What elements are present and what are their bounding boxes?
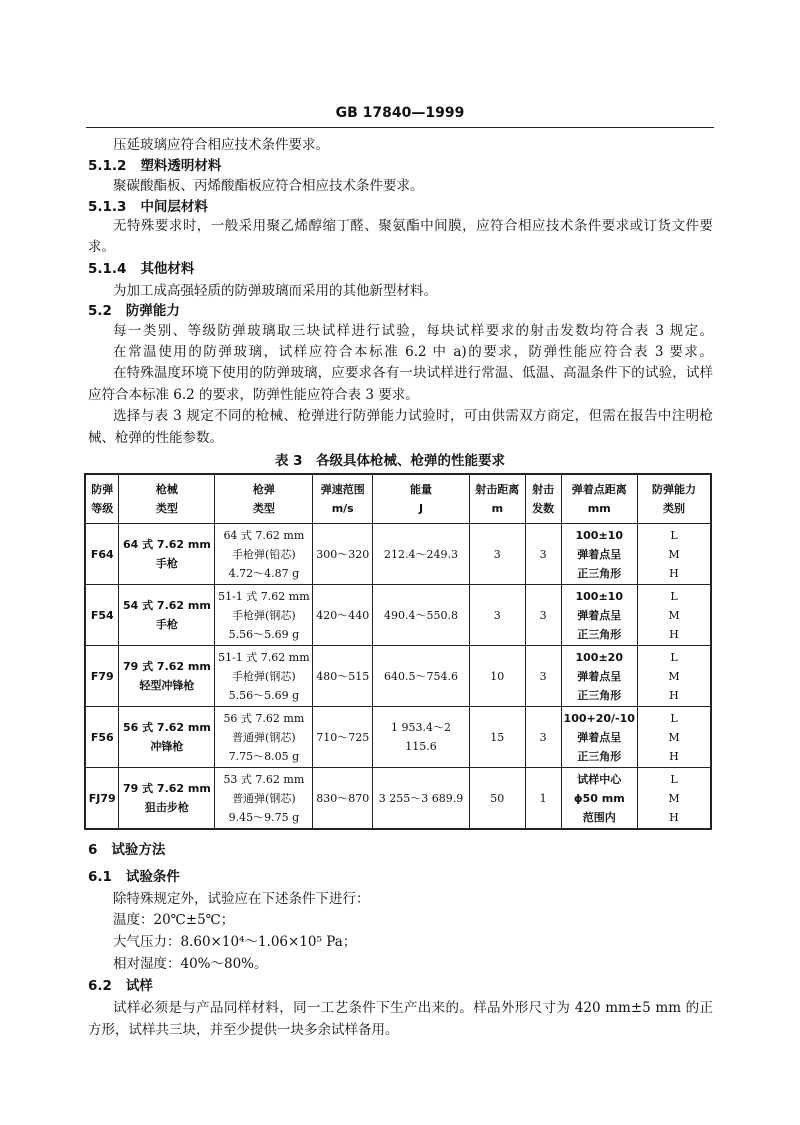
table-row (85, 768, 711, 830)
cell-grade: F64 (85, 524, 119, 585)
performance-table (84, 473, 712, 830)
cell-line: 弹着点呈 (577, 730, 622, 744)
cell-distance: 3 (469, 524, 525, 585)
column-header-line: 弹着点距离 (571, 483, 627, 496)
cell-line: 范围内 (582, 810, 616, 824)
cell-weapon (119, 707, 215, 768)
section-number: 5.1.4 (88, 261, 127, 277)
cell-classes (637, 646, 711, 707)
cell-line: 100±10 (575, 528, 623, 542)
cell-distance: 3 (469, 585, 525, 646)
paragraph-line: 方形，试样共三块，并至少提供一块多余试样备用。 (88, 1022, 399, 1038)
cell-line: 普通弹(钢芯) (232, 791, 296, 805)
table-row (85, 646, 711, 707)
cell-energy: 1 953.4～2 115.6 (373, 707, 470, 768)
cell-line: 弹着点呈 (577, 608, 622, 622)
table-header-row (85, 474, 711, 524)
cell-line: 5.56～5.69 g (228, 627, 300, 641)
cell-classes (637, 768, 711, 830)
cell-grade: FJ79 (85, 768, 119, 830)
table-row (85, 585, 711, 646)
section-title: 塑料透明材料 (140, 158, 222, 174)
paragraph-line: 无特殊要求时，一般采用聚乙烯醇缩丁醛、聚氨酯中间膜，应符合相应技术条件要求或订货文件要 (113, 218, 713, 234)
cell-line: 轻型冲锋枪 (139, 679, 195, 692)
cell-line: H (669, 749, 679, 763)
cell-classes (637, 585, 711, 646)
section-title: 试验方法 (111, 842, 166, 858)
cell-impact (561, 585, 637, 646)
paragraph-line: 在特殊温度环境下使用的防弹玻璃，应要求各有一块试样进行常温、低温、高温条件下的试验，试样 (113, 365, 713, 381)
cell-line: 手枪弹(铅芯) (232, 547, 296, 561)
cell-line: H (669, 688, 679, 702)
column-header-line: m (491, 502, 504, 515)
section-heading (88, 198, 222, 216)
cell-line: 100±10 (575, 589, 623, 603)
cell-energy: 212.4～249.3 (373, 524, 470, 585)
cell-ammo (215, 768, 313, 830)
cell-line: L (670, 772, 678, 786)
cell-line: 79 式 7.62 mm (122, 660, 211, 673)
cell-distance: 15 (469, 707, 525, 768)
cell-shots: 3 (525, 707, 561, 768)
column-header-line: 类别 (662, 502, 685, 515)
cell-line: M (668, 791, 680, 805)
section-heading (88, 157, 235, 175)
cell-energy: 640.5～754.6 (373, 646, 470, 707)
cell-impact (561, 707, 637, 768)
column-header-line: 类型 (252, 502, 275, 515)
cell-line: M (668, 547, 680, 561)
cell-line: 64 式 7.62 mm (122, 538, 211, 551)
column-header-line: 防弹 (91, 483, 114, 496)
cell-line: L (670, 589, 678, 603)
cell-line: H (669, 566, 679, 580)
cell-shots: 3 (525, 646, 561, 707)
cell-grade: F79 (85, 646, 119, 707)
cell-speed: 480～515 (313, 646, 373, 707)
cell-line: 弹着点呈 (577, 669, 622, 683)
section-number: 5.1.2 (88, 158, 127, 174)
cell-classes (637, 524, 711, 585)
column-header-line: J (418, 502, 424, 515)
cell-line: 正三角形 (577, 566, 622, 580)
cell-grade: F56 (85, 707, 119, 768)
cell-line: 4.72～4.87 g (228, 566, 300, 580)
cell-line: H (669, 627, 679, 641)
cell-energy: 490.4～550.8 (373, 585, 470, 646)
column-header (373, 474, 470, 524)
column-header-line: 枪弹 (252, 483, 275, 496)
section-title: 试样 (125, 978, 153, 994)
cell-line: 53 式 7.62 mm (223, 772, 305, 786)
section-number: 6.2 (88, 978, 112, 994)
cell-line: M (668, 608, 680, 622)
cell-weapon (119, 646, 215, 707)
paragraph-line: 为加工成高强轻质的防弹玻璃而采用的其他新型材料。 (113, 283, 437, 299)
cell-line: 弹着点呈 (577, 547, 622, 561)
section-number: 5.1.3 (88, 199, 127, 215)
section-heading (88, 977, 167, 995)
paragraph-line: 在常温使用的防弹玻璃，试样应符合本标准 6.2 中 a)的要求，防弹性能应符合表 3 要求。 (113, 344, 713, 360)
cell-line: 51-1 式 7.62 mm (218, 650, 310, 664)
cell-impact (561, 768, 637, 830)
cell-ammo (215, 707, 313, 768)
cell-ammo (215, 524, 313, 585)
cell-line: 51-1 式 7.62 mm (218, 589, 310, 603)
cell-grade: F54 (85, 585, 119, 646)
cell-shots: 1 (525, 768, 561, 830)
paragraph-line: 每一类别、等级防弹玻璃取三块试样进行试验，每块试样要求的射击发数均符合表 3 规定。 (113, 323, 713, 339)
column-header-line: mm (587, 502, 611, 515)
column-header-line: 防弹能力 (651, 483, 696, 496)
cell-line: H (669, 810, 679, 824)
cell-line: 正三角形 (577, 749, 622, 763)
cell-speed: 420～440 (313, 585, 373, 646)
section-title: 试验条件 (125, 869, 180, 885)
paragraph-line: 聚碳酸酯板、丙烯酸酯板应符合相应技术条件要求。 (113, 178, 424, 194)
cell-line: 54 式 7.62 mm (122, 599, 211, 612)
cell-speed: 710～725 (313, 707, 373, 768)
cell-line: 100±20 (575, 650, 623, 664)
paragraph-line: 温度：20℃±5℃； (113, 912, 235, 928)
column-header (85, 474, 119, 524)
table-row (85, 524, 711, 585)
cell-line: M (668, 669, 680, 683)
section-title: 中间层材料 (140, 199, 208, 215)
column-header-line: 能量 (409, 483, 432, 496)
cell-line: 正三角形 (577, 688, 622, 702)
column-header-line: 枪械 (155, 483, 178, 496)
paragraph-line: 试样必须是与产品同样材料，同一工艺条件下生产出来的。样品外形尺寸为 420 mm±5 mm 的正 (113, 1000, 713, 1016)
document-header: GB 17840—1999 (335, 105, 465, 121)
section-heading (88, 868, 194, 886)
column-header (637, 474, 711, 524)
cell-line: 9.45～9.75 g (228, 810, 300, 824)
cell-line: 100+20/-10 (563, 711, 635, 725)
cell-line: 冲锋枪 (150, 740, 184, 753)
column-header-line: 射击 (532, 483, 555, 496)
cell-line: L (670, 650, 678, 664)
cell-line: 64 式 7.62 mm (223, 528, 305, 542)
paragraph-line: 大气压力：8.60×10⁴～1.06×10⁵ Pa； (113, 934, 357, 950)
cell-line: ϕ50 mm (573, 791, 625, 805)
table-caption: 表 3 各级具体枪械、枪弹的性能要求 (274, 453, 506, 469)
column-header-line: 发数 (532, 502, 555, 515)
cell-line: 正三角形 (577, 627, 622, 641)
section-number: 6.1 (88, 869, 112, 885)
column-header (119, 474, 215, 524)
cell-speed: 300～320 (313, 524, 373, 585)
column-header (561, 474, 637, 524)
section-heading (88, 260, 208, 278)
section-heading (88, 841, 179, 859)
cell-ammo (215, 585, 313, 646)
paragraph-line: 械、枪弹的性能参数。 (88, 430, 223, 446)
cell-distance: 10 (469, 646, 525, 707)
paragraph-line: 选择与表 3 规定不同的枪械、枪弹进行防弹能力试验时，可由供需双方商定，但需在报告中注明枪 (113, 408, 713, 424)
column-header (469, 474, 525, 524)
column-header-line: 类型 (155, 502, 178, 515)
cell-line: 56 式 7.62 mm (122, 721, 211, 734)
cell-shots: 3 (525, 524, 561, 585)
column-header (215, 474, 313, 524)
cell-line: M (668, 730, 680, 744)
cell-speed: 830～870 (313, 768, 373, 830)
cell-energy: 3 255～3 689.9 (373, 768, 470, 830)
section-title: 其他材料 (140, 261, 195, 277)
section-heading (88, 302, 194, 320)
cell-line: 手枪 (155, 557, 178, 570)
paragraph-line: 求。 (88, 239, 115, 255)
paragraph-line: 除特殊规定外，试验应在下述条件下进行： (113, 891, 370, 907)
cell-line: 试样中心 (577, 772, 622, 786)
cell-line: 5.56～5.69 g (228, 688, 300, 702)
section-number: 6 (88, 842, 98, 858)
cell-weapon (119, 585, 215, 646)
paragraph-line: 相对湿度：40%～80%。 (113, 956, 268, 972)
cell-shots: 3 (525, 585, 561, 646)
cell-distance: 50 (469, 768, 525, 830)
cell-impact (561, 646, 637, 707)
header-rule (86, 127, 714, 128)
column-header-line: 弹速范围 (320, 483, 365, 496)
cell-classes (637, 707, 711, 768)
cell-weapon (119, 524, 215, 585)
column-header (313, 474, 373, 524)
cell-line: 手枪弹(钢芯) (232, 669, 296, 683)
cell-line: 79 式 7.62 mm (122, 782, 211, 795)
section-title: 防弹能力 (125, 303, 180, 319)
cell-line: 手枪 (155, 618, 178, 631)
cell-line: 普通弹(钢芯) (232, 730, 296, 744)
cell-line: 7.75～8.05 g (228, 749, 300, 763)
section-number: 5.2 (88, 303, 112, 319)
table-row (85, 707, 711, 768)
column-header-line: 射击距离 (475, 483, 520, 496)
column-header-line: 等级 (91, 502, 114, 515)
cell-line: L (670, 528, 678, 542)
cell-line: 狙击步枪 (144, 801, 189, 814)
cell-line: 56 式 7.62 mm (223, 711, 305, 725)
cell-weapon (119, 768, 215, 830)
cell-line: 手枪弹(钢芯) (232, 608, 296, 622)
column-header (525, 474, 561, 524)
paragraph-line: 应符合本标准 6.2 的要求，防弹性能应符合表 3 要求。 (88, 387, 419, 403)
cell-impact (561, 524, 637, 585)
paragraph-line: 压延玻璃应符合相应技术条件要求。 (113, 137, 329, 153)
cell-ammo (215, 646, 313, 707)
cell-line: L (670, 711, 678, 725)
column-header-line: m/s (331, 502, 354, 515)
